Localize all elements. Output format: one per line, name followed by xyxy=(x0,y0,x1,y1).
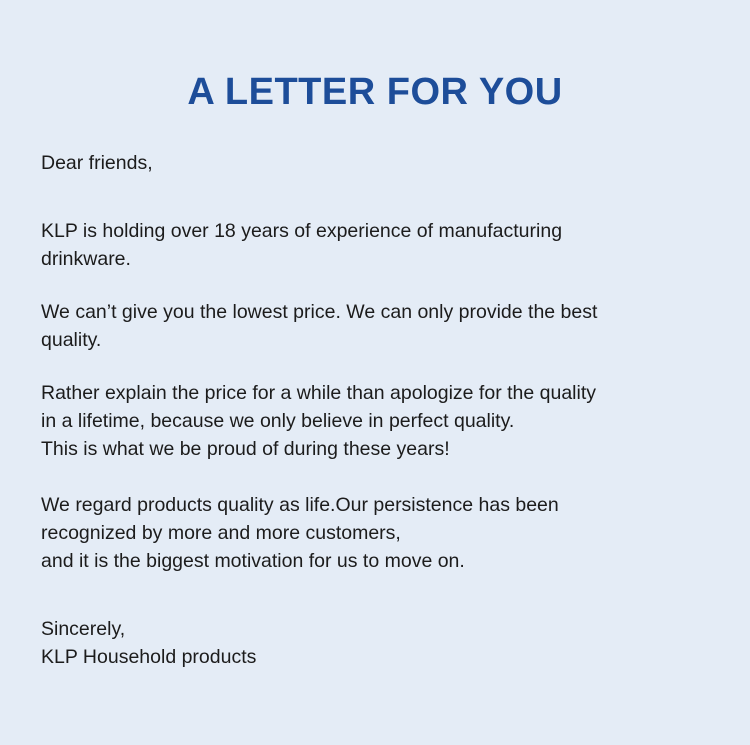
closing-signature: KLP Household products xyxy=(41,646,257,668)
paragraph-line: Rather explain the price for a while than apologize for the quality xyxy=(41,382,596,404)
letter-paragraph-experience xyxy=(41,217,711,273)
letter-paragraph-quality xyxy=(41,379,711,463)
letter-paragraph-price xyxy=(41,298,711,354)
paragraph-line: in a lifetime, because we only believe in perfect quality. xyxy=(41,410,515,432)
paragraph-line: This is what we be proud of during these years! xyxy=(41,438,450,460)
paragraph-line: quality. xyxy=(41,329,102,351)
paragraph-line: We regard products quality as life.Our persistence has been xyxy=(41,494,559,516)
letter-greeting xyxy=(41,149,711,177)
paragraph-line: drinkware. xyxy=(41,248,131,270)
letter-closing xyxy=(41,615,711,671)
greeting-text: Dear friends, xyxy=(41,152,153,174)
letter-paragraph-persistence xyxy=(41,491,711,575)
letter-title: A LETTER FOR YOU xyxy=(187,71,563,113)
closing-valediction: Sincerely, xyxy=(41,618,126,640)
paragraph-line: recognized by more and more customers, xyxy=(41,522,401,544)
paragraph-line: We can’t give you the lowest price. We can only provide the best xyxy=(41,301,598,323)
paragraph-line: KLP is holding over 18 years of experience of manufacturing xyxy=(41,220,563,242)
paragraph-line: and it is the biggest motivation for us to move on. xyxy=(41,550,465,572)
